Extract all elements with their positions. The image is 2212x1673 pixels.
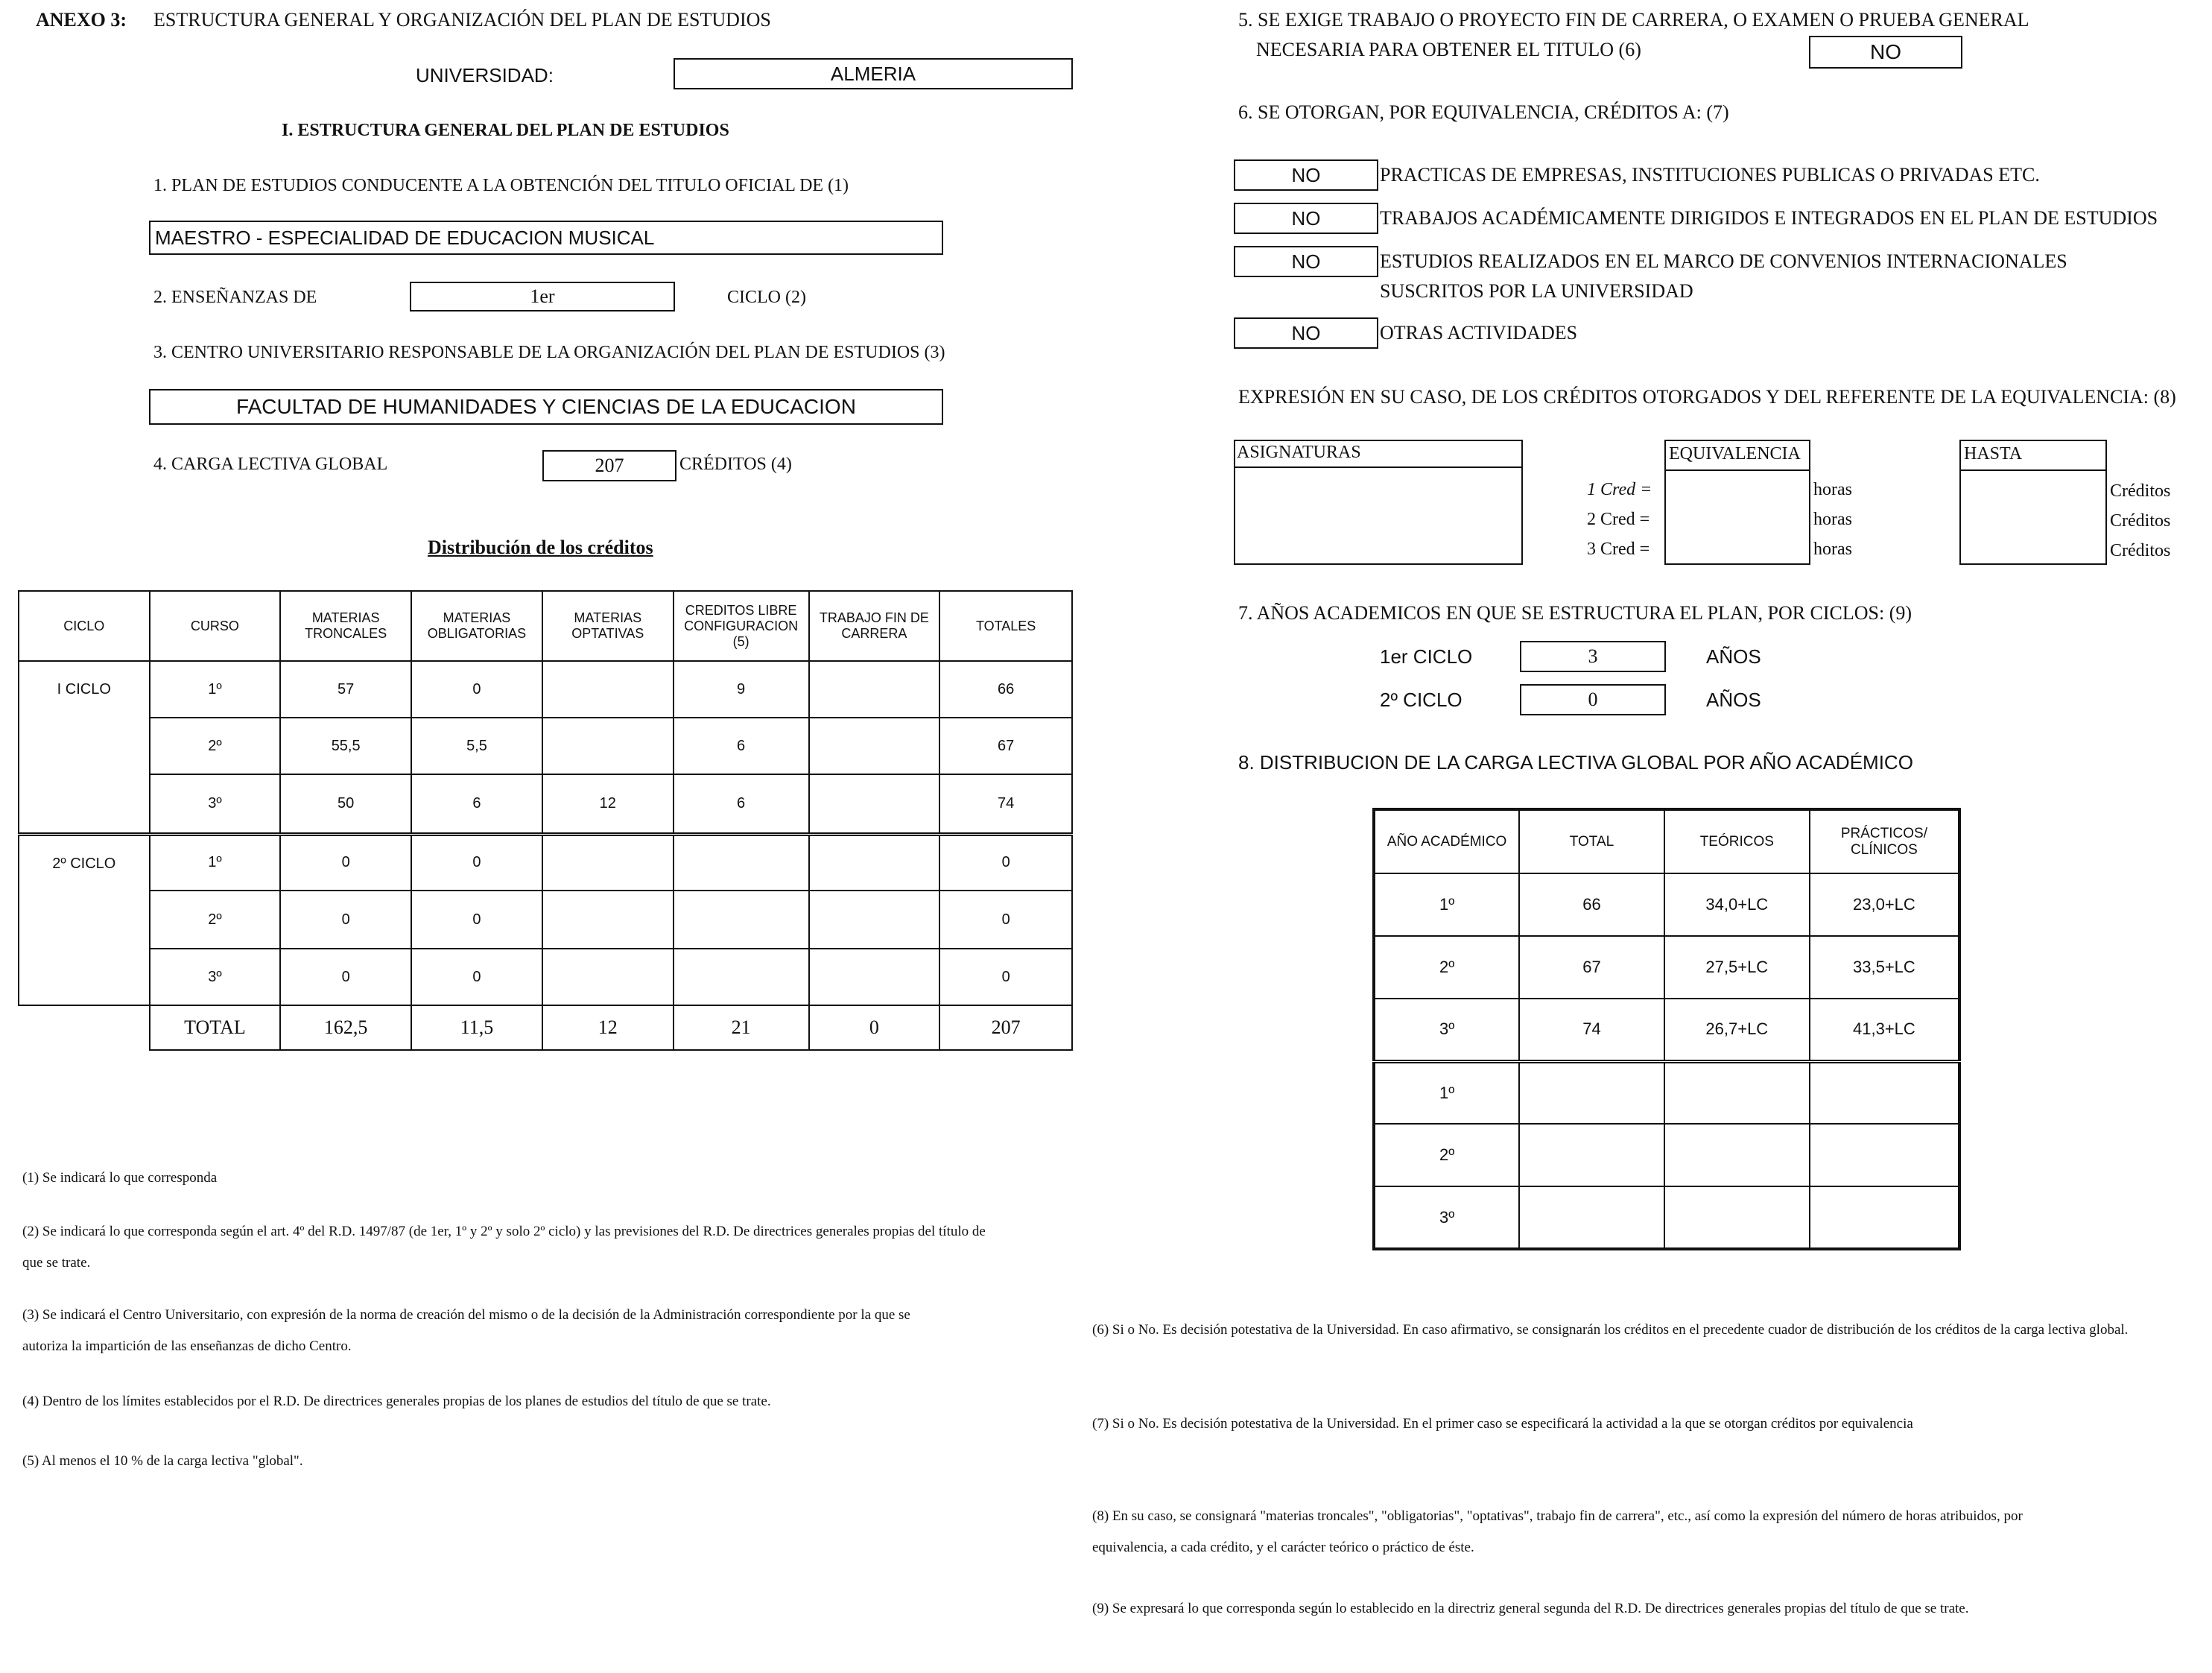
table-cell: 26,7+LC (1664, 999, 1810, 1061)
table-row (1374, 936, 1959, 999)
horas-label-2: horas (1813, 510, 1852, 529)
table-cell (1664, 1061, 1810, 1124)
table-cell (1664, 1186, 1810, 1249)
table-cell: 6 (674, 774, 809, 834)
hasta-label: HASTA (1964, 444, 2023, 464)
header-ano-academico: AÑO ACADÉMICO (1374, 809, 1519, 873)
item2-suffix: CICLO (2) (727, 288, 806, 307)
header-totales: TOTALES (939, 591, 1072, 661)
table-cell: 2º (1374, 936, 1519, 999)
table-cell: 0 (280, 949, 411, 1005)
table-header-row (19, 591, 1072, 661)
header-trabajo-fin: TRABAJO FIN DE CARRERA (809, 591, 940, 661)
header-ciclo: CICLO (19, 591, 150, 661)
table-cell: 1º (150, 661, 281, 718)
equiv-practicas-value: NO (1234, 159, 1378, 191)
footnote-2: (2) Se indicará lo que corresponda según el art. 4º del R.D. 1497/87 (de 1er, 1º y 2º y solo 2º ciclo) y las previsiones del R.D. De directrices generales propias del título de que se trate. (22, 1224, 986, 1271)
table-cell: 6 (674, 718, 809, 774)
item3-label: 3. CENTRO UNIVERSITARIO RESPONSABLE DE LA ORGANIZACIÓN DEL PLAN DE ESTUDIOS (3) (153, 343, 945, 362)
equivalencia-divider (1664, 469, 1810, 471)
table-cell: 0 (411, 834, 542, 891)
creditos-label-2: Créditos (2110, 511, 2171, 531)
table-cell: 0 (939, 891, 1072, 949)
item4-value: 207 (542, 450, 676, 481)
creditos-label-1: Créditos (2110, 481, 2171, 501)
item6-label: 6. SE OTORGAN, POR EQUIVALENCIA, CRÉDITOS A: (7) (1238, 101, 1729, 123)
table-row (19, 774, 1072, 834)
table-row (1374, 1124, 1959, 1186)
item5-label-line1: 5. SE EXIGE TRABAJO O PROYECTO FIN DE CARRERA, O EXAMEN O PRUEBA GENERAL (1238, 9, 2029, 31)
ciclo2-anos: AÑOS (1706, 689, 1761, 711)
universidad-label: UNIVERSIDAD: (416, 64, 554, 86)
table-cell: 34,0+LC (1664, 873, 1810, 936)
table-cell (542, 661, 674, 718)
total-cell: 162,5 (280, 1005, 411, 1050)
cred-label-3: 3 Cred = (1587, 540, 1650, 559)
table-row (19, 718, 1072, 774)
table-cell: 0 (939, 834, 1072, 891)
table-cell: 67 (939, 718, 1072, 774)
total-cell: 11,5 (411, 1005, 542, 1050)
table-cell: 50 (280, 774, 411, 834)
table-cell (542, 891, 674, 949)
item8-label: 8. DISTRIBUCION DE LA CARGA LECTIVA GLOBAL POR AÑO ACADÉMICO (1238, 751, 1913, 774)
table-cell: 0 (411, 661, 542, 718)
creditos-label-3: Créditos (2110, 541, 2171, 560)
table-cell: 0 (411, 891, 542, 949)
table-row (1374, 873, 1959, 936)
table-cell: 12 (542, 774, 674, 834)
table-cell (1519, 1061, 1664, 1124)
header-practicos: PRÁCTICOS/ CLÍNICOS (1810, 809, 1959, 873)
item1-value: MAESTRO - ESPECIALIDAD DE EDUCACION MUSICAL (149, 221, 943, 255)
equiv-estudios-value: NO (1234, 246, 1378, 277)
table-cell: 9 (674, 661, 809, 718)
item1-label: 1. PLAN DE ESTUDIOS CONDUCENTE A LA OBTENCIÓN DEL TITULO OFICIAL DE (1) (153, 176, 849, 195)
footnote-3: (3) Se indicará el Centro Universitario, con expresión de la norma de creación del mismo o de la decisión de la Administración correspondiente por la que se autoriza la impartición de las enseñanzas de dicho Centro. (22, 1307, 910, 1354)
table-cell: 41,3+LC (1810, 999, 1959, 1061)
total-cell: 12 (542, 1005, 674, 1050)
total-label: TOTAL (150, 1005, 281, 1050)
table-cell (674, 834, 809, 891)
total-cell: 0 (809, 1005, 940, 1050)
table-row (19, 891, 1072, 949)
table-cell: 66 (1519, 873, 1664, 936)
item3-value: FACULTAD DE HUMANIDADES Y CIENCIAS DE LA EDUCACION (149, 389, 943, 425)
ciclo1-label: 1er CICLO (1380, 645, 1473, 668)
table-cell: 0 (280, 834, 411, 891)
hasta-divider (1959, 469, 2107, 471)
ciclo1-anos: AÑOS (1706, 645, 1761, 668)
universidad-value: ALMERIA (674, 58, 1073, 89)
table-cell (542, 834, 674, 891)
footnote-7: (7) Si o No. Es decisión potestativa de la Universidad. En el primer caso se especificará la actividad a la que se otorgan créditos por equivalencia (1092, 1416, 1913, 1432)
header-troncales: MATERIAS TRONCALES (280, 591, 411, 661)
equiv-estudios-label-2: SUSCRITOS POR LA UNIVERSIDAD (1380, 280, 1693, 302)
table-cell (809, 891, 940, 949)
asignaturas-label: ASIGNATURAS (1237, 443, 1361, 462)
table-cell: 1º (1374, 873, 1519, 936)
table-cell (1664, 1124, 1810, 1186)
table-cell (674, 891, 809, 949)
table-cell (809, 718, 940, 774)
table-cell: 27,5+LC (1664, 936, 1810, 999)
ciclo2-label: 2º CICLO (1380, 689, 1462, 711)
table-row (19, 661, 1072, 718)
table-cell: 3º (150, 949, 281, 1005)
table-cell: 3º (1374, 999, 1519, 1061)
ciclo1-value: 3 (1520, 641, 1666, 672)
table-cell (542, 949, 674, 1005)
table-row (19, 949, 1072, 1005)
credits-distribution-table (18, 590, 1073, 1051)
table-cell: 0 (939, 949, 1072, 1005)
item5-value: NO (1809, 36, 1962, 69)
cred-label-1: 1 Cred = (1587, 480, 1652, 499)
header-total: TOTAL (1519, 809, 1664, 873)
table-cell (1810, 1186, 1959, 1249)
table-cell: 74 (1519, 999, 1664, 1061)
table-cell: 33,5+LC (1810, 936, 1959, 999)
item4-suffix: CRÉDITOS (4) (679, 455, 792, 474)
footnote-9: (9) Se expresará lo que corresponda según lo establecido en la directriz general segunda del R.D. De directrices generales propias del título de que se trate. (1092, 1601, 1969, 1616)
table-header-row (1374, 809, 1959, 873)
table-cell: 23,0+LC (1810, 873, 1959, 936)
table-cell (1810, 1124, 1959, 1186)
table-cell: 0 (280, 891, 411, 949)
header-obligatorias: MATERIAS OBLIGATORIAS (411, 591, 542, 661)
table-cell: 57 (280, 661, 411, 718)
table-cell: 2º (150, 718, 281, 774)
equiv-estudios-label: ESTUDIOS REALIZADOS EN EL MARCO DE CONVENIOS INTERNACIONALES (1380, 250, 2067, 272)
table-cell: 1º (150, 834, 281, 891)
table-cell: 2º (1374, 1124, 1519, 1186)
footnote-4: (4) Dentro de los límites establecidos por el R.D. De directrices generales propias de los planes de estudios del título de que se trate. (22, 1394, 771, 1409)
item2-value: 1er (410, 282, 675, 311)
item4-label: 4. CARGA LECTIVA GLOBAL (153, 455, 388, 474)
equiv-otras-value: NO (1234, 317, 1378, 349)
table-cell: 6 (411, 774, 542, 834)
item5-label-line2: NECESARIA PARA OBTENER EL TITULO (6) (1256, 39, 1641, 60)
header-optativas: MATERIAS OPTATIVAS (542, 591, 674, 661)
total-row (19, 1005, 1072, 1050)
table-cell: 1º (1374, 1061, 1519, 1124)
header-teoricos: TEÓRICOS (1664, 809, 1810, 873)
item2-label: 2. ENSEÑANZAS DE (153, 288, 317, 307)
asignaturas-divider (1234, 467, 1523, 468)
table-row (1374, 999, 1959, 1061)
table-cell: 66 (939, 661, 1072, 718)
anexo-title: ESTRUCTURA GENERAL Y ORGANIZACIÓN DEL PLAN DE ESTUDIOS (153, 9, 771, 31)
table-row (1374, 1061, 1959, 1124)
table-cell: 0 (411, 949, 542, 1005)
table-row (1374, 1186, 1959, 1249)
horas-label-3: horas (1813, 540, 1852, 559)
footnote-6: (6) Si o No. Es decisión potestativa de la Universidad. En caso afirmativo, se consignarán los créditos en el precedente cuador de distribución de los créditos de la carga lectiva global. (1092, 1322, 2129, 1338)
expresion-label: EXPRESIÓN EN SU CASO, DE LOS CRÉDITOS OTORGADOS Y DEL REFERENTE DE LA EQUIVALENCIA: (8) (1238, 386, 2176, 408)
table-cell: 3º (150, 774, 281, 834)
total-cell: 21 (674, 1005, 809, 1050)
equiv-trabajos-label: TRABAJOS ACADÉMICAMENTE DIRIGIDOS E INTEGRADOS EN EL PLAN DE ESTUDIOS (1380, 207, 2158, 229)
table-cell (809, 774, 940, 834)
table-cell (1519, 1186, 1664, 1249)
item7-label: 7. AÑOS ACADEMICOS EN QUE SE ESTRUCTURA EL PLAN, POR CICLOS: (9) (1238, 602, 1912, 624)
table-cell (542, 718, 674, 774)
table-cell: 55,5 (280, 718, 411, 774)
table-row (19, 834, 1072, 891)
anexo-label: ANEXO 3: (36, 9, 127, 31)
ciclo2-cell: 2º CICLO (19, 834, 150, 1005)
table-cell: 2º (150, 891, 281, 949)
ciclo1-cell: I CICLO (19, 661, 150, 834)
table-cell (809, 834, 940, 891)
footnote-1: (1) Se indicará lo que corresponda (22, 1170, 218, 1186)
table-cell: 3º (1374, 1186, 1519, 1249)
ciclo2-value: 0 (1520, 684, 1666, 715)
table-cell (674, 949, 809, 1005)
table-cell: 74 (939, 774, 1072, 834)
footnote-5: (5) Al menos el 10 % de la carga lectiva "global". (22, 1453, 303, 1469)
total-cell: 207 (939, 1005, 1072, 1050)
header-libre-configuracion: CREDITOS LIBRE CONFIGURACION (5) (674, 591, 809, 661)
table-cell (809, 949, 940, 1005)
section-title: I. ESTRUCTURA GENERAL DEL PLAN DE ESTUDIOS (282, 121, 729, 140)
horas-label-1: horas (1813, 480, 1852, 499)
table-cell: 67 (1519, 936, 1664, 999)
table-cell: 5,5 (411, 718, 542, 774)
equiv-otras-label: OTRAS ACTIVIDADES (1380, 322, 1578, 344)
table-cell (1519, 1124, 1664, 1186)
cred-label-2: 2 Cred = (1587, 510, 1650, 529)
equiv-practicas-label: PRACTICAS DE EMPRESAS, INSTITUCIONES PUBLICAS O PRIVADAS ETC. (1380, 164, 2040, 186)
carga-lectiva-table (1372, 808, 1961, 1250)
table-cell (1810, 1061, 1959, 1124)
footnote-8: (8) En su caso, se consignará "materias troncales", "obligatorias", "optativas", trabajo fin de carrera", etc., así como la expresión del número de horas atribuidos, por equivalencia, a cada crédito, y el carácter teórico o práctico de éste. (1092, 1508, 2023, 1555)
distribution-title: Distribución de los créditos (428, 537, 653, 558)
equivalencia-label: EQUIVALENCIA (1669, 444, 1801, 464)
table-cell (809, 661, 940, 718)
equiv-trabajos-value: NO (1234, 203, 1378, 234)
header-curso: CURSO (150, 591, 281, 661)
